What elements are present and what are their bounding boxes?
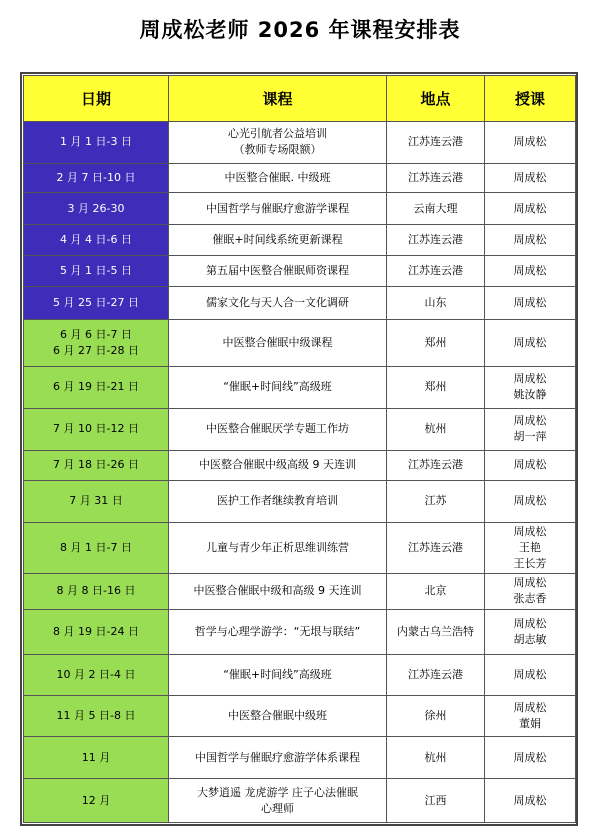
course-cell: 中医整合催眠中级高级 9 天连训 <box>169 450 387 480</box>
header-teacher: 授课 <box>485 76 576 122</box>
course-cell: 催眠+时间线系统更新课程 <box>169 225 387 255</box>
course-cell: 中医整合催眠中级和高级 9 天连训 <box>169 573 387 610</box>
place-cell: 江苏连云港 <box>387 450 485 480</box>
table-row <box>24 122 576 164</box>
teacher-cell: 周成松 <box>485 192 576 224</box>
table-row <box>24 408 576 450</box>
course-cell: 第五届中医整合催眠师资课程 <box>169 255 387 286</box>
place-cell: 江苏连云港 <box>387 654 485 695</box>
date-cell: 11 月 5 日-8 日 <box>24 695 169 737</box>
place-cell: 内蒙古乌兰浩特 <box>387 610 485 655</box>
teacher-cell: 周成松 <box>485 225 576 255</box>
table-row <box>24 779 576 823</box>
teacher-cell: 周成松 张志香 <box>485 573 576 610</box>
course-cell: “催眠+时间线”高级班 <box>169 367 387 409</box>
teacher-cell: 周成松 <box>485 286 576 319</box>
table-row <box>24 654 576 695</box>
teacher-cell: 周成松 董娟 <box>485 695 576 737</box>
table-row <box>24 737 576 779</box>
course-cell: “催眠+时间线”高级班 <box>169 654 387 695</box>
course-cell: 哲学与心理学游学：“无垠与联结” <box>169 610 387 655</box>
teacher-cell: 周成松 <box>485 450 576 480</box>
course-cell: 医护工作者继续教育培训 <box>169 480 387 522</box>
course-cell: 中医整合催眠中级班 <box>169 695 387 737</box>
date-cell: 8 月 1 日-7 日 <box>24 522 169 573</box>
teacher-cell: 周成松 <box>485 737 576 779</box>
date-cell: 6 月 19 日-21 日 <box>24 367 169 409</box>
place-cell: 郑州 <box>387 367 485 409</box>
teacher-cell: 周成松 <box>485 163 576 192</box>
place-cell: 山东 <box>387 286 485 319</box>
date-cell: 4 月 4 日-6 日 <box>24 225 169 255</box>
date-cell: 8 月 8 日-16 日 <box>24 573 169 610</box>
date-cell: 11 月 <box>24 737 169 779</box>
place-cell: 江苏连云港 <box>387 122 485 164</box>
table-row <box>24 450 576 480</box>
teacher-cell: 周成松 <box>485 255 576 286</box>
teacher-cell: 周成松 胡志敏 <box>485 610 576 655</box>
table-row <box>24 320 576 367</box>
date-cell: 6 月 6 日-7 日 6 月 27 日-28 日 <box>24 320 169 367</box>
table-row <box>24 367 576 409</box>
teacher-cell: 周成松 <box>485 480 576 522</box>
course-cell: 中医整合催眠中级课程 <box>169 320 387 367</box>
teacher-cell: 周成松 <box>485 654 576 695</box>
place-cell: 江西 <box>387 779 485 823</box>
table-row <box>24 286 576 319</box>
header-row <box>24 76 576 122</box>
page-title: 周成松老师 2026 年课程安排表 <box>139 18 461 42</box>
teacher-cell: 周成松 王艳 王长芳 <box>485 522 576 573</box>
place-cell: 江苏 <box>387 480 485 522</box>
table-row <box>24 225 576 255</box>
table-row <box>24 522 576 573</box>
header-course: 课程 <box>169 76 387 122</box>
table-row <box>24 163 576 192</box>
course-cell: 中国哲学与催眠疗愈游学体系课程 <box>169 737 387 779</box>
schedule-table <box>23 75 576 823</box>
date-cell: 7 月 10 日-12 日 <box>24 408 169 450</box>
place-cell: 北京 <box>387 573 485 610</box>
teacher-cell: 周成松 <box>485 122 576 164</box>
place-cell: 江苏连云港 <box>387 522 485 573</box>
table-row <box>24 192 576 224</box>
date-cell: 10 月 2 日-4 日 <box>24 654 169 695</box>
date-cell: 1 月 1 日-3 日 <box>24 122 169 164</box>
teacher-cell: 周成松 姚汝静 <box>485 367 576 409</box>
date-cell: 5 月 25 日-27 日 <box>24 286 169 319</box>
place-cell: 云南大理 <box>387 192 485 224</box>
course-cell: 儒家文化与天人合一文化调研 <box>169 286 387 319</box>
header-place: 地点 <box>387 76 485 122</box>
place-cell: 郑州 <box>387 320 485 367</box>
date-cell: 5 月 1 日-5 日 <box>24 255 169 286</box>
place-cell: 杭州 <box>387 408 485 450</box>
place-cell: 江苏连云港 <box>387 225 485 255</box>
date-cell: 7 月 18 日-26 日 <box>24 450 169 480</box>
course-cell: 儿童与青少年正析思维训练营 <box>169 522 387 573</box>
date-cell: 12 月 <box>24 779 169 823</box>
teacher-cell: 周成松 <box>485 320 576 367</box>
header-date: 日期 <box>24 76 169 122</box>
course-cell: 中医整合催眠. 中级班 <box>169 163 387 192</box>
date-cell: 7 月 31 日 <box>24 480 169 522</box>
table-row <box>24 480 576 522</box>
date-cell: 3 月 26-30 <box>24 192 169 224</box>
place-cell: 徐州 <box>387 695 485 737</box>
table-row <box>24 255 576 286</box>
teacher-cell: 周成松 <box>485 779 576 823</box>
table-row <box>24 695 576 737</box>
table-row <box>24 573 576 610</box>
place-cell: 杭州 <box>387 737 485 779</box>
teacher-cell: 周成松 胡一萍 <box>485 408 576 450</box>
course-cell: 大梦逍遥 龙虎游学 庄子心法催眠 心理师 <box>169 779 387 823</box>
place-cell: 江苏连云港 <box>387 255 485 286</box>
date-cell: 8 月 19 日-24 日 <box>24 610 169 655</box>
date-cell: 2 月 7 日-10 日 <box>24 163 169 192</box>
table-row <box>24 610 576 655</box>
course-cell: 心光引航者公益培训 （教师专场限额） <box>169 122 387 164</box>
course-cell: 中国哲学与催眠疗愈游学课程 <box>169 192 387 224</box>
place-cell: 江苏连云港 <box>387 163 485 192</box>
course-cell: 中医整合催眠厌学专题工作坊 <box>169 408 387 450</box>
